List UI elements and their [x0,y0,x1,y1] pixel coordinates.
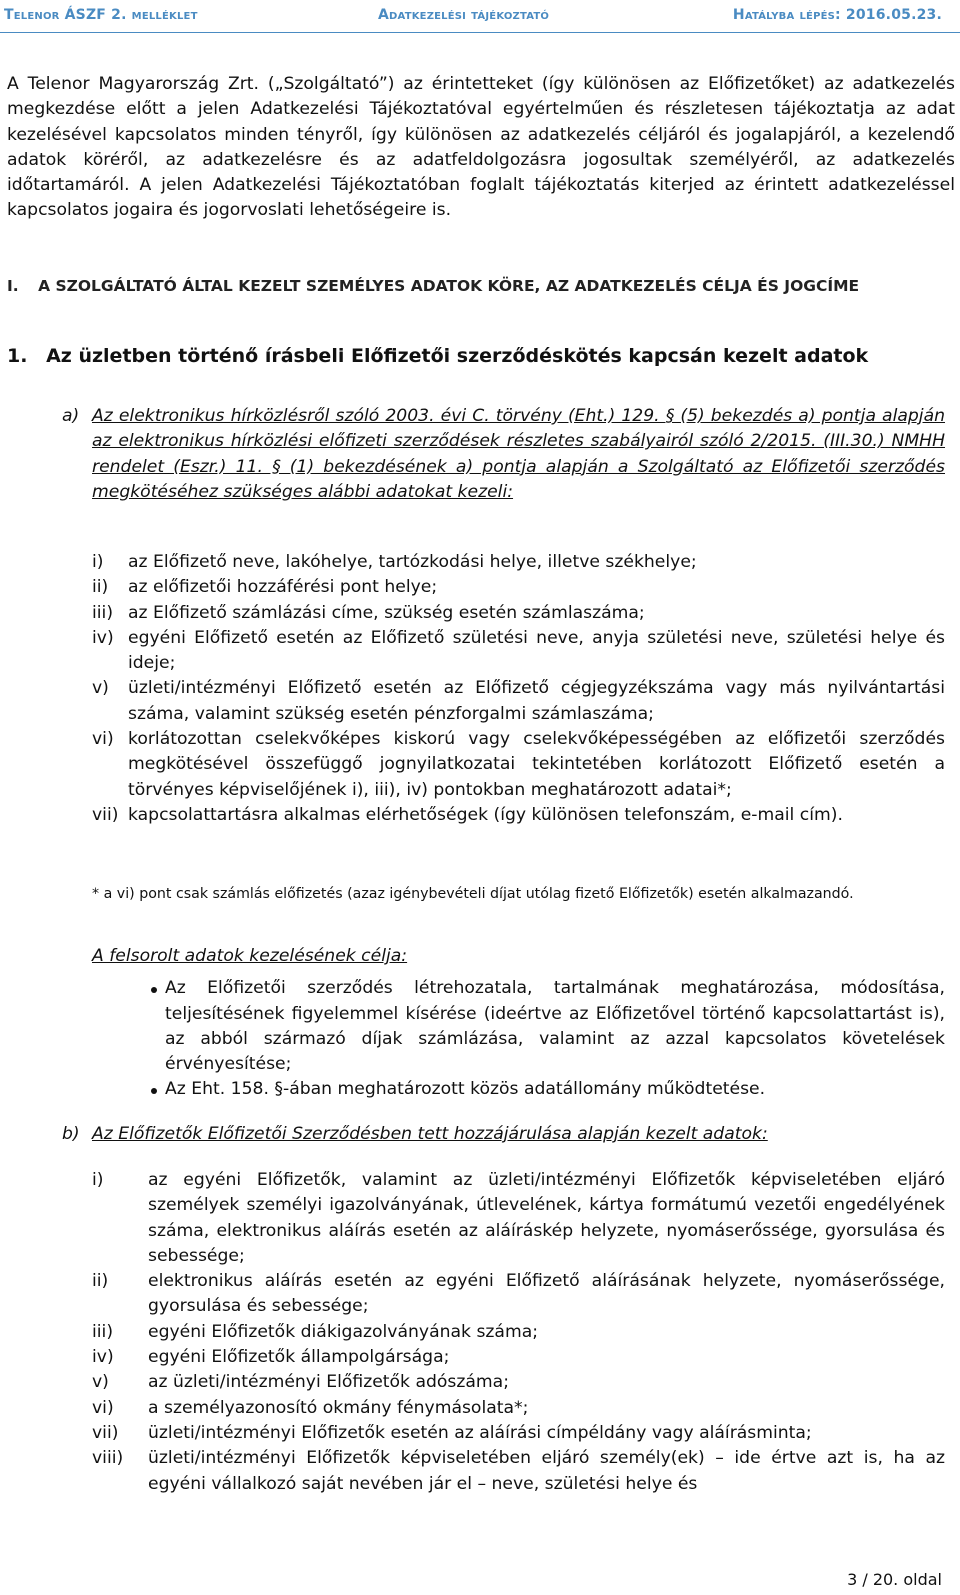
bullet-icon [151,1088,157,1094]
section-heading [7,277,947,295]
list-item: vi) korlátozottan cselekvőképes kiskorú vagy cselekvőképességében az előfizetői szerződés megkötésével összefüggő jognyilatkozatai tekintetében korlátozott Előfizető esetén a törvényes képviselőjének i), iii), iv) pontokban meghatározott adatai*; [92,729,945,800]
part-b [62,1122,945,1147]
subsection-heading [7,345,868,367]
part-b-label: b) [62,1124,80,1144]
list-item: iv) egyéni Előfizető esetén az Előfizető születési neve, anyja születési neve, születési helye és ideje; [92,627,945,674]
part-a-text: Az elektronikus hírközlésről szóló 2003. évi C. törvény (Eht.) 129. § (5) bekezdés a) pontja alapján az elektronikus hírközlési előfizeti szerződések részletes szabályairól szóló 2/2015. (III.30.) NMHH rendelet (Eszr.) 11. § (1) bekezdésének a) pontja alapján a Szolgáltató az Előfizetői szerződés megkötéséhez szükséges alábbi adatokat kezeli: [92,406,945,502]
part-a-list [92,550,945,828]
intro-paragraph: A Telenor Magyarország Zrt. („Szolgáltató”) az érintetteket (így különösen az Előfizetőket) az adatkezelés megkezdése előtt a jelen Adatkezelési Tájékoztatóval egyértelműen és részletesen tájékoztatja az adat kezelésével kapcsolatos minden tényről, így különösen az adatkezelés céljáról és jogalapjáról, a kezelendő adatok köréről, az adatkezelésre és az adatfeldolgozásra jogosultak személyéről, az adatkezelés időtartamáról. A jelen Adatkezelési Tájékoztatóban foglalt tájékoztatás kiterjed az érintett adatkezeléssel kapcsolatos jogaira és jogorvoslati lehetőségeire is. [7,74,955,221]
list-item: i) az egyéni Előfizetők, valamint az üzleti/intézményi Előfizetők képviseletében eljáró személyek személyi igazolványának, útlevelének, kártya formátumú vezetői engedélyének száma, elektronikus aláírás esetén az aláíráskép helyzete, nyomáserőssége, gyorsulása és sebessége; [92,1170,945,1266]
footnote: * a vi) pont csak számlás előfizetés (azaz igénybevételi díjat utólag fizető Előfizetők) esetén alkalmazandó. [92,886,854,902]
list-item: vi) a személyazonosító okmány fénymásolata*; [92,1397,529,1418]
bullet-icon [151,987,157,993]
list-item: iv) egyéni Előfizetők állampolgársága; [92,1347,450,1368]
purpose-title: A felsorolt adatok kezelésének célja: [92,946,408,966]
header-left: Telenor ÁSZF 2. melléklet [4,7,198,23]
list-item: ii) az előfizetői hozzáférési pont helye; [92,577,438,598]
list-item: Az Eht. 158. §-ában meghatározott közös adatállomány működtetése. [165,1077,945,1102]
purpose-block [92,944,945,1103]
part-b-list [92,1168,945,1497]
header-right: Hatályba lépés: 2016.05.23. [732,7,942,23]
list-item: v) üzleti/intézményi Előfizető esetén az Előfizető cégjegyzékszáma vagy más nyilvántartási száma, valamint szükség esetén pénzforgalmi számlaszáma; [92,678,945,724]
page-header [0,0,960,38]
list-item: iii) egyéni Előfizetők diákigazolványának száma; [92,1321,539,1342]
list-item: i) az Előfizető neve, lakóhelye, tartózkodási helye, illetve székhelye; [92,552,697,572]
section-title: A SZOLGÁLTATÓ ÁLTAL KEZELT SZEMÉLYES ADATOK KÖRE, AZ ADATKEZELÉS CÉLJA ÉS JOGCÍME [38,277,860,295]
list-item: ii) elektronikus aláírás esetén az egyéni Előfizető aláírásának helyzete, nyomáserőssége, gyorsulása és sebessége; [92,1271,945,1317]
list-item: v) az üzleti/intézményi Előfizetők adószáma; [92,1372,509,1393]
subsection-title: Az üzletben történő írásbeli Előfizetői szerződéskötés kapcsán kezelt adatok [46,345,869,367]
list-item: Az Előfizetői szerződés létrehozatala, tartalmának meghatározása, módosítása, teljesítésének figyelemmel kísérése (ideértve az Előfizetővel történő kapcsolattartást is), az abból származó díjak számlázása, valamint az azzal kapcsolatos követelések érvényesítése; [165,976,945,1077]
part-a [62,404,945,505]
part-b-title: Az Előfizetők Előfizetői Szerződésben tett hozzájárulása alapján kezelt adatok: [92,1124,768,1144]
header-center: Adatkezelési tájékoztató [378,7,550,23]
section-number: I. [7,277,19,295]
list-item: viii) üzleti/intézményi Előfizetők képviseletében eljáró személy(ek) – ide értve azt is, ha az egyéni vállalkozó saját nevében jár el – neve, születési helye és [92,1448,945,1494]
part-a-label: a) [62,406,80,426]
subsection-number: 1. [7,345,28,367]
list-item: vii) üzleti/intézményi Előfizetők esetén az aláírási címpéldány vagy aláírásminta; [92,1422,812,1443]
list-item: vii) kapcsolattartásra alkalmas elérhetőségek (így különösen telefonszám, e-mail cím). [92,804,843,825]
purpose-list [165,976,945,1102]
header-divider [0,32,960,33]
page-number: 3 / 20. oldal [847,1570,942,1589]
list-item: iii) az Előfizető számlázási címe, szükség esetén számlaszáma; [92,602,645,623]
